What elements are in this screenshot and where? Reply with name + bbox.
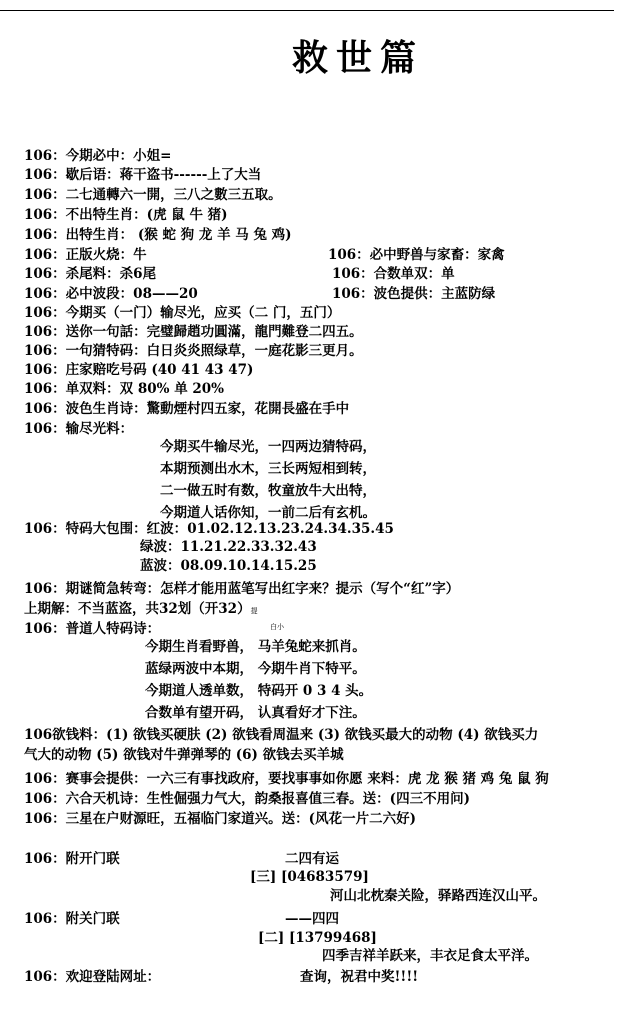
- poem2-line: 合数单有望开码， 认真看好才下注。: [145, 705, 366, 721]
- line-beast: 106：必中野兽与家畜：家禽: [328, 247, 505, 263]
- line-zodiac: 106：出特生肖： (猴 蛇 狗 龙 羊 马 兔 鸡): [24, 227, 292, 243]
- line-lose-all: 106：输尽光料：: [24, 421, 134, 437]
- bigpack-red-label: 106：特码大包围：红波：: [24, 521, 188, 537]
- open-couplet-value: 二四有运: [285, 851, 339, 867]
- open-couplet-label: 106：附开门联: [24, 851, 120, 867]
- poem2-line: 今期道人透单数， 特码开 0 3 4 头。: [145, 683, 373, 699]
- page-title: 救世篇: [292, 37, 425, 79]
- line-last-period: [24, 600, 258, 620]
- poem1-line: 本期预测出水木，三长两短相到转，: [160, 461, 376, 477]
- line-saying: 106：送你一句話：完璧歸趙功圓滿，龍門難登二四五。: [24, 324, 363, 340]
- bigpack-label: [24, 520, 394, 538]
- last-period-text: 上期解：不当蓝盗，共32划（开32）: [24, 601, 251, 617]
- poem2-line: 今期生肖看野兽， 马羊兔蛇来抓肖。: [145, 639, 366, 655]
- line-qian-1: 106欲钱料：(1) 欲钱买硬肤 (2) 欲钱看周温来 (3) 欲钱买最大的动物 (4) 欲钱买力: [24, 727, 539, 743]
- line-must-win: 106：今期必中：小姐=: [24, 148, 172, 164]
- bigpack-green-label: 绿波：: [140, 539, 181, 555]
- close-couplet-label: 106：附关门联: [24, 911, 120, 927]
- close-couplet-value: ——四四: [285, 911, 339, 927]
- line-dealer: 106：庄家赔吃号码 (40 41 43 47): [24, 362, 254, 378]
- line-guess: 106：一句猜特码：白日炎炎照绿草，一庭花影三更月。: [24, 343, 363, 359]
- bigpack-blue-label: 蓝波：: [140, 558, 181, 574]
- close-couplet-code: [二] [13799468]: [258, 930, 377, 946]
- open-couplet-code: [三] [04683579]: [250, 869, 369, 885]
- line-fire: 106：正版火烧：牛: [24, 247, 147, 263]
- line-not-zodiac: 106：不出特生肖：(虎 鼠 牛 猪): [24, 207, 228, 223]
- poem2-line: 蓝绿两波中本期， 今期牛肖下特平。: [145, 661, 366, 677]
- line-ordinary: 106：普道人特码诗：: [24, 621, 161, 637]
- tiny-mark: 提: [250, 607, 258, 615]
- line-wave-range: 106：必中波段：08——20: [24, 286, 198, 302]
- line-qian-2: 气大的动物 (5) 欲钱对牛弹弹琴的 (6) 欲钱去买羊城: [24, 747, 344, 763]
- poem1-line: 今期道人话你知，一前二后有玄机。: [160, 505, 376, 521]
- close-couplet-text: 四季吉祥羊跃来，丰衣足食太平洋。: [322, 948, 538, 964]
- bigpack-green: [140, 538, 317, 556]
- line-kill-tail: 106：杀尾料：杀6尾: [24, 266, 157, 282]
- small-note: 白小: [270, 623, 284, 631]
- open-couplet-text: 河山北枕秦关险，驿路西连汉山平。: [330, 888, 546, 904]
- line-heaven: 106：六合天机诗：生性倔强力气大，韵桑报喜值三春。送：(四三不用问): [24, 791, 470, 807]
- line-wave-poem: 106：波色生肖诗：驚動煙村四五家，花開長盛在手中: [24, 401, 350, 417]
- bigpack-red-numbers: 01.02.12.13.23.24.34.35.45: [187, 521, 394, 537]
- poem1-line: 今期买牛输尽光，一四两边猜特码，: [160, 439, 376, 455]
- line-oddeven: 106：合数单双：单: [332, 266, 455, 282]
- welcome-text: 查询，祝君中奖!!!!: [300, 969, 419, 985]
- top-rule: [0, 10, 614, 11]
- line-rhyme: 106：二七通轉六一開，三八之數三五取。: [24, 187, 282, 203]
- bigpack-blue: [140, 557, 317, 575]
- bigpack-blue-numbers: 08.09.10.14.15.25: [180, 558, 317, 574]
- line-single-double: 106：单双料：双 80% 单 20%: [24, 381, 225, 397]
- line-wave-color: 106：波色提供：主蓝防绿: [332, 286, 496, 302]
- line-stars: 106：三星在户财源旺，五福临门家道兴。送：(风花一片二六好): [24, 811, 416, 827]
- poem1-line: 二一做五时有数，牧童放牛大出特，: [160, 483, 376, 499]
- line-riddle: 106：期谜简急转弯：怎样才能用蓝笔写出红字来？提示（写个“红”字）: [24, 581, 460, 597]
- line-buy-door: 106：今期买（一门）输尽光，应买（二 门，五门）: [24, 305, 341, 321]
- bigpack-green-numbers: 11.21.22.33.32.43: [180, 539, 317, 555]
- line-proverb: 106：歇后语：蒋干盗书------上了大当: [24, 167, 262, 183]
- welcome-label: 106：欢迎登陆网址：: [24, 969, 161, 985]
- line-event: 106：赛事会提供：一六三有事找政府，要找事事如你愿 来料：虎 龙 猴 猪 鸡 兔 鼠 狗: [24, 771, 549, 787]
